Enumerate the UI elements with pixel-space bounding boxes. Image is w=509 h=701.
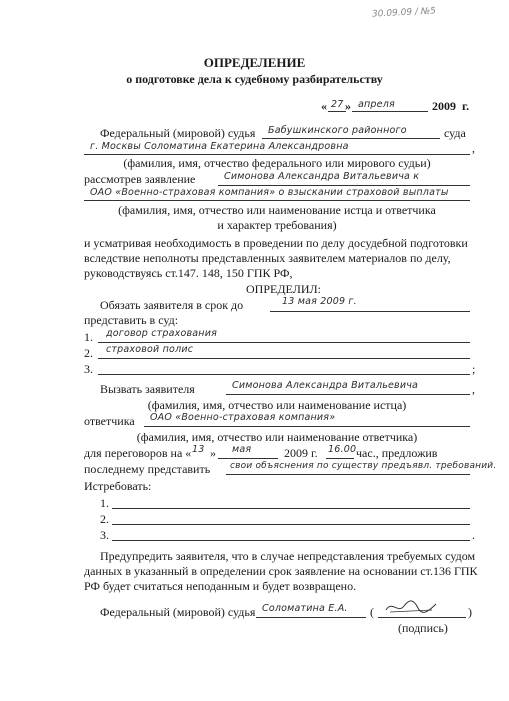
summon-comma: , xyxy=(472,382,475,396)
court-suffix: суда xyxy=(444,126,466,140)
respondent-name: ОАО «Военно-страховая компания» xyxy=(150,412,336,423)
date-year: 2009 xyxy=(432,99,456,113)
claim-line xyxy=(84,200,470,201)
respondent-line xyxy=(144,426,470,427)
judge-label: Федеральный (мировой) судья xyxy=(100,126,256,140)
date-month-line xyxy=(352,111,428,112)
body-line-3: руководствуясь ст.147. 148, 150 ГПК РФ, xyxy=(84,266,293,280)
obligate-item-1-line xyxy=(98,342,470,343)
obligate-date: 13 мая 2009 г. xyxy=(282,296,357,307)
date-day-line xyxy=(328,111,346,112)
demand-item-3: 3. xyxy=(100,528,109,542)
obligate-submit-label: представить в суд: xyxy=(84,313,179,327)
review-label: рассмотрев заявление xyxy=(84,172,196,186)
meeting-hour-line xyxy=(326,458,354,459)
meeting-month-line xyxy=(218,458,278,459)
obligate-item-3-num: 3. xyxy=(84,362,93,376)
signature-name-line xyxy=(256,617,366,618)
summon-caption-1: (фамилия, имя, отчество или наименование истца) xyxy=(147,398,407,412)
signature-caption: (подпись) xyxy=(398,621,448,635)
respondent-label: ответчика xyxy=(84,414,135,428)
meeting-label: для переговоров на « xyxy=(84,446,192,460)
date-day: 27 xyxy=(331,99,344,110)
date-suffix: г. xyxy=(462,99,470,113)
meeting-year: 2009 г. xyxy=(284,446,318,460)
obligate-item-2-line xyxy=(98,358,470,359)
document-title: ОПРЕДЕЛЕНИЕ xyxy=(203,55,306,70)
summon-caption-2: (фамилия, имя, отчество или наименование ответчика) xyxy=(136,430,418,444)
meeting-day: 13 xyxy=(192,444,205,455)
date-quote-close: » xyxy=(345,99,351,113)
judge-caption: (фамилия, имя, отчество федерального или мирового судьи) xyxy=(123,156,431,170)
judge-name-line xyxy=(84,154,470,155)
signature-label: Федеральный (мировой) судья xyxy=(100,605,256,619)
obligate-item-2: страховой полис xyxy=(106,344,194,355)
meeting-suffix: час., предложив xyxy=(356,446,438,460)
demand-item-3-end: . xyxy=(472,528,475,542)
applicant-name: Симонова Александра Витальевича к xyxy=(224,171,420,182)
court-name: Бабушкинского районного xyxy=(268,125,407,136)
body-line-2: вследствие неполноты представленных заявителем материалов по делу, xyxy=(84,251,451,265)
meeting-present-line xyxy=(226,474,470,475)
obligate-item-3-line xyxy=(98,374,470,375)
body-line-1: и усматривая необходимость в проведении по делу досудебной подготовки xyxy=(84,236,468,250)
warning-line-1: Предупредить заявителя, что в случае непредставления требуемых судом xyxy=(100,549,476,563)
demand-item-1: 1. xyxy=(100,496,109,510)
meeting-present-label: последнему представить xyxy=(84,462,211,476)
meeting-month: мая xyxy=(232,444,252,455)
signature-paren-open: ( xyxy=(370,605,374,619)
demand-item-2: 2. xyxy=(100,512,109,526)
ruling-heading: ОПРЕДЕЛИЛ: xyxy=(246,282,321,296)
obligate-date-line xyxy=(270,311,470,312)
demand-item-1-line xyxy=(112,508,470,509)
claim-text: ОАО «Военно-страховая компания» о взыскании страховой выплаты xyxy=(90,187,449,198)
demand-item-2-line xyxy=(112,524,470,525)
date-quote-open: « xyxy=(321,99,327,113)
obligate-label: Обязать заявителя в срок до xyxy=(100,298,244,312)
judge-comma: , xyxy=(472,141,475,155)
obligate-item-2-num: 2. xyxy=(84,346,93,360)
court-line xyxy=(262,138,440,139)
meeting-hour: 16.00 xyxy=(328,444,357,455)
warning-line-3: РФ будет считаться неподанным и будет возвращено. xyxy=(84,579,357,593)
obligate-item-1-num: 1. xyxy=(84,330,93,344)
applicant-line xyxy=(218,185,470,186)
date-month: апреля xyxy=(358,99,395,110)
meeting-present-text: свои объяснения по существу предъявл. требований. xyxy=(230,461,497,471)
summon-applicant-line xyxy=(226,394,470,395)
summon-label: Вызвать заявителя xyxy=(100,382,195,396)
review-caption-1: (фамилия, имя, отчество или наименование истца и ответчика xyxy=(118,203,436,217)
judge-name: г. Москвы Соломатина Екатерина Александровна xyxy=(90,141,349,152)
signature-scribble xyxy=(382,596,442,618)
obligate-item-1: договор страхования xyxy=(106,328,218,339)
demand-label: Истребовать: xyxy=(84,479,152,493)
signature-name: Соломатина Е.А. xyxy=(262,603,348,614)
review-caption-2: и характер требования) xyxy=(217,218,337,232)
corner-annotation: 30.09.09 / №5 xyxy=(371,6,437,20)
obligate-item-3-end: ; xyxy=(472,362,476,376)
signature-paren-close: ) xyxy=(468,605,472,619)
warning-line-2: данных в указанный в определении срок заявление на основании ст.136 ГПК xyxy=(84,564,478,578)
document-subtitle: о подготовке дела к судебному разбирательству xyxy=(126,72,383,86)
summon-applicant: Симонова Александра Витальевича xyxy=(232,380,419,391)
meeting-quote-close: » xyxy=(210,446,216,460)
demand-item-3-line xyxy=(112,540,470,541)
